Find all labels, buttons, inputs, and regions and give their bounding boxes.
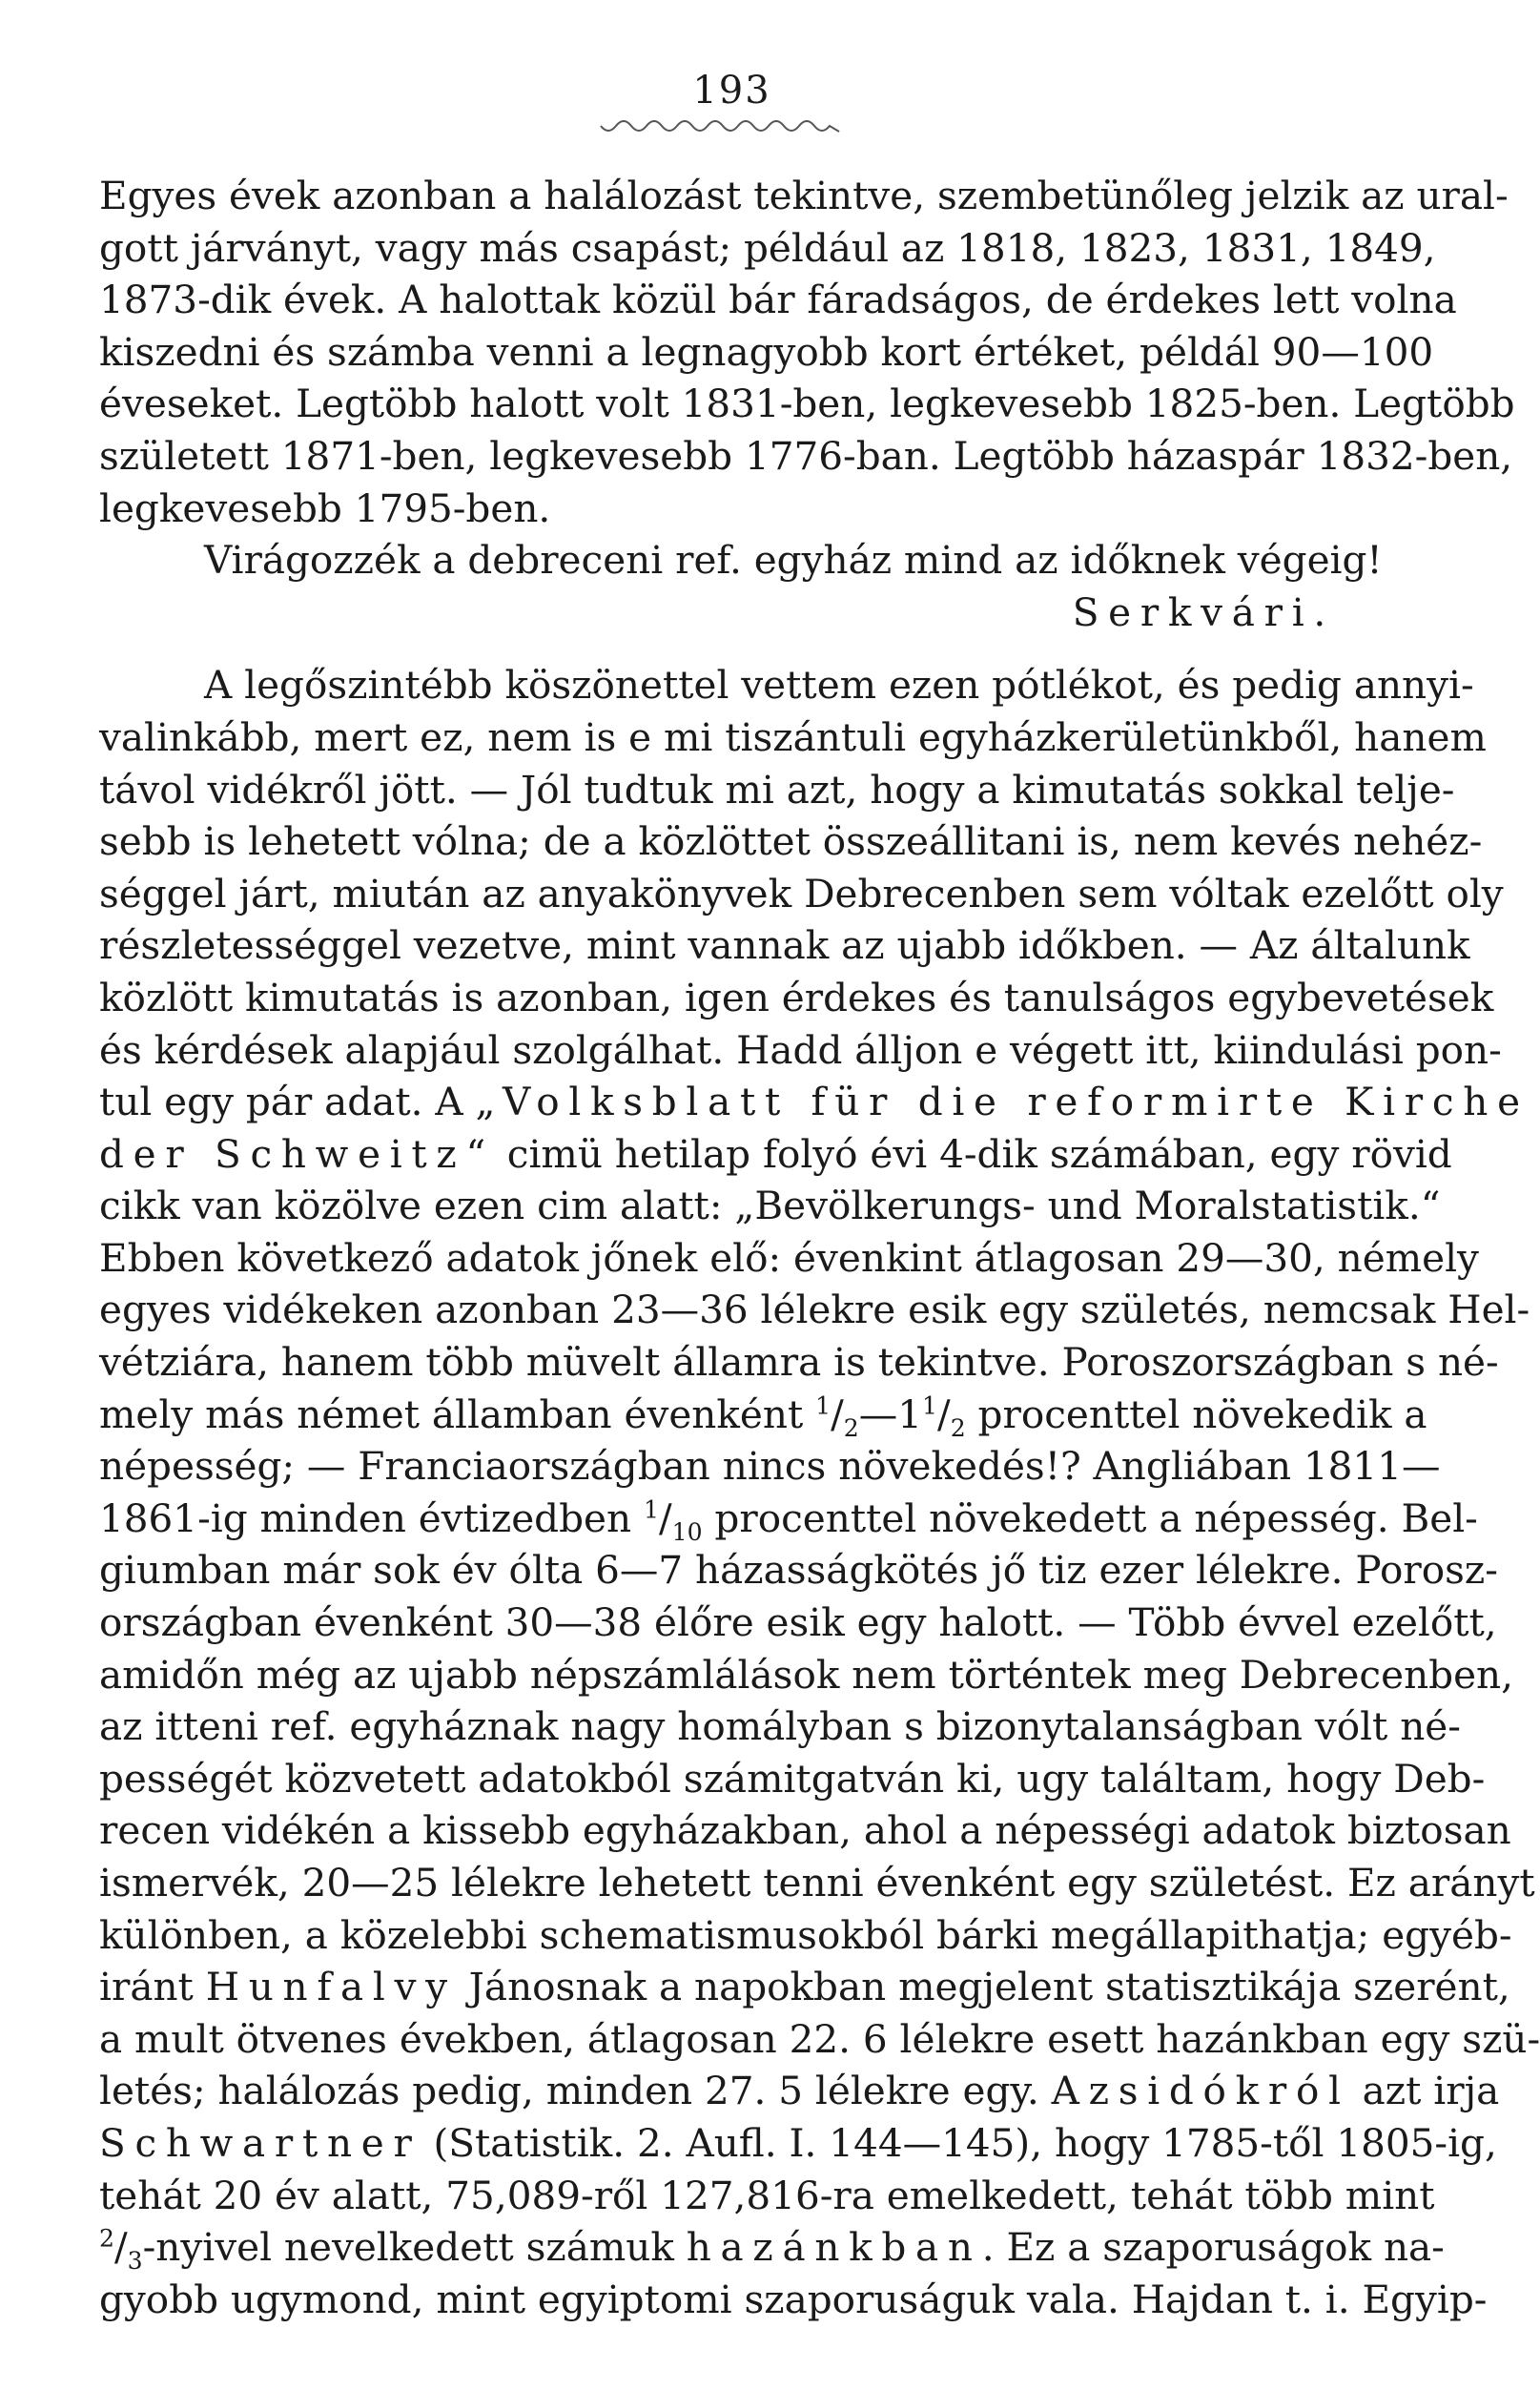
text-line (99, 1909, 1512, 1962)
text-line (99, 815, 1483, 868)
text-run: közlött kimutatás is azonban, igen érdekes és tanulságos egybevetések (99, 974, 1494, 1020)
text-line (99, 170, 1509, 222)
fraction-denominator: 2 (843, 1413, 859, 1442)
text-run: valinkább, mert ez, nem is e mi tiszántuli egyházkerületünkből, hanem (99, 713, 1487, 760)
text-line (99, 1128, 1452, 1181)
text-run: ismervék, 20—25 lélekre lehetett tenni évenként egy születést. Ez arányt (99, 1860, 1535, 1906)
text-line (99, 2274, 1488, 2326)
text-line (99, 483, 1348, 535)
text-run: Egyes évek azonban a halálozást tekintve, szembetünőleg jelzik az ural- (99, 173, 1509, 218)
text-line (99, 1544, 1498, 1597)
text-line (99, 274, 1457, 326)
text-run: távol vidékről jött. — Jól tudtuk mi azt, hogy a kimutatás sokkal telje- (99, 766, 1455, 813)
text-run: pességét közvetett adatokból számitgatván ki, ugy találtam, hogy Deb- (99, 1755, 1486, 1802)
text-line (99, 1804, 1511, 1857)
text-line (99, 1389, 1427, 1442)
text-run: . Ez a szaporuságok na- (981, 2224, 1445, 2271)
text-run: és kérdések alapjául szolgálhat. Hadd álljon e végett itt, kiindulási pon- (99, 1026, 1502, 1073)
text-line (99, 1284, 1530, 1336)
text-run: a mult ötvenes években, átlagosan 22. 6 lélekre esett hazánkban egy szü- (99, 2015, 1540, 2062)
text-run: gyobb ugymond, mint egyiptomi szaporuságuk vala. Hajdan t. i. Egyip- (99, 2276, 1488, 2322)
text-line (99, 1024, 1502, 1077)
text-run: gott járványt, vagy más csapást; például az 1818, 1823, 1831, 1849, (99, 224, 1436, 271)
text-line (99, 1753, 1486, 1805)
text-run: tehát 20 év alatt, 75,089-ről 127,816-ra emelkedett, tehát több mint (99, 2172, 1435, 2218)
text-run: legkevesebb 1795-ben. (99, 484, 551, 531)
text-run: procenttel növekedik a (965, 1391, 1427, 1437)
text-line (99, 1649, 1514, 1701)
text-run: vétziára, hanem több müvelt államra is tekintve. Poroszországban s né- (99, 1339, 1499, 1386)
text-line (99, 430, 1513, 483)
text-line (99, 2117, 1497, 2170)
text-line (99, 1336, 1499, 1389)
text-run: éveseket. Legtöbb halott volt 1831-ben, legkevesebb 1825-ben. Legtöbb (99, 381, 1515, 427)
text-run: —1 (858, 1391, 923, 1437)
text-line (99, 1700, 1461, 1753)
text-line (99, 972, 1494, 1024)
text-line (99, 1597, 1497, 1649)
text-line (99, 2013, 1540, 2066)
spaced-emphasis: Hunfalvy (205, 1964, 457, 2010)
fraction-denominator: 10 (671, 1517, 703, 1546)
text-run: azt irja (1349, 2068, 1500, 2114)
text-line (99, 659, 1474, 711)
fraction-denominator: 2 (950, 1413, 966, 1442)
text-run: / (831, 1391, 844, 1437)
text-line (99, 919, 1470, 972)
text-line (99, 534, 1383, 587)
fraction-denominator: 3 (127, 2247, 143, 2276)
spaced-emphasis: Azsidókról (1051, 2068, 1350, 2114)
page-number-underline-ornament (601, 120, 839, 139)
text-run: letés; halálozás pedig, minden 27. 5 lélekre egy. (99, 2068, 1052, 2114)
text-line (99, 326, 1434, 379)
text-run: kiszedni és számba venni a legnagyobb kort értéket, példál 90—100 (99, 328, 1434, 375)
text-line (99, 868, 1504, 920)
body-text (99, 170, 1540, 2325)
text-line (99, 1232, 1479, 1285)
text-line (99, 1076, 1530, 1128)
text-run: országban évenként 30—38 élőre esik egy halott. — Több évvel ezelőtt, (99, 1599, 1497, 1646)
text-run: Virágozzék a debreceni ref. egyház mind az időknek végeig! (204, 537, 1383, 584)
text-line (99, 711, 1487, 764)
text-line (99, 1857, 1535, 1909)
text-run: / (113, 2224, 128, 2271)
text-run: procenttel növekedett a népesség. Bel- (702, 1494, 1478, 1541)
text-run: az itteni ref. egyháznak nagy homályban s bizonytalanságban vólt né- (99, 1703, 1461, 1750)
fraction-numerator: 1 (922, 1391, 938, 1420)
text-run: (Statistik. 2. Aufl. I. 144—145), hogy 1785-től 1805-ig, (421, 2119, 1497, 2166)
text-run: 1873-dik évek. A halottak közül bár fáradságos, de érdekes lett volna (99, 277, 1457, 323)
fraction-numerator: 1 (815, 1391, 832, 1420)
text-run: született 1871-ben, legkevesebb 1776-ban. Legtöbb házaspár 1832-ben, (99, 432, 1513, 479)
text-run: / (658, 1494, 672, 1541)
text-run: részletességgel vezetve, mint vannak az ujabb időkben. — Az általunk (99, 922, 1470, 969)
text-run: 1861-ig minden évtizedben (99, 1494, 644, 1541)
text-run: népesség; — Franciaországban nincs növekedés!? Angliában 1811— (99, 1443, 1441, 1490)
text-run: giumban már sok év ólta 6—7 házasságkötés jő tiz ezer lélekre. Porosz- (99, 1547, 1498, 1594)
text-line (99, 222, 1436, 275)
page-number: 193 (692, 69, 771, 113)
text-line (99, 2065, 1500, 2117)
text-run: mely más német államban évenként (99, 1391, 816, 1437)
text-line (99, 378, 1515, 430)
text-run: amidőn még az ujabb népszámlálások nem történtek meg Debrecenben, (99, 1651, 1514, 1698)
text-run: cikk van közölve ezen cim alatt: „Bevölkerungs- und Moralstatistik.“ (99, 1183, 1441, 1229)
text-run: sebb is lehetett vólna; de a közlöttet összeállitani is, nem kevés nehéz- (99, 818, 1483, 865)
text-line (99, 2221, 1445, 2276)
author-signature: Serkvári. (1072, 588, 1335, 635)
text-run: tul egy pár adat. A (99, 1079, 476, 1125)
spaced-emphasis: der Schweitz“ (99, 1130, 495, 1177)
text-line (99, 764, 1455, 816)
fraction-numerator: 1 (643, 1495, 659, 1524)
spaced-emphasis: „Volksblatt für die reformirte Kirche (475, 1079, 1530, 1125)
text-line (99, 1493, 1478, 1546)
text-line (99, 2170, 1435, 2222)
text-run: séggel járt, miután az anyakönyvek Debrecenben sem vóltak ezelőtt oly (99, 870, 1504, 917)
text-line (99, 1961, 1510, 2013)
text-run: iránt (99, 1964, 206, 2010)
text-run: cimü hetilap folyó évi 4-dik számában, egy rövid (494, 1130, 1452, 1177)
text-run: -nyivel nevelkedett számuk (142, 2224, 687, 2271)
text-run: recen vidékén a kissebb egyházakban, ahol a népességi adatok biztosan (99, 1807, 1511, 1854)
text-line (99, 1440, 1441, 1493)
spaced-emphasis: Schwartner (99, 2119, 421, 2166)
text-run: különben, a közelebbi schematismusokból bárki megállapithatja; egyéb- (99, 1911, 1512, 1958)
text-run: Jánosnak a napokban megjelent statisztikája szerént, (456, 1964, 1510, 2010)
text-line (99, 1180, 1441, 1232)
spaced-emphasis: hazánkban (686, 2224, 982, 2271)
text-run: Ebben következő adatok jőnek elő: évenkint átlagosan 29—30, némely (99, 1234, 1479, 1281)
text-run: A legőszintébb köszönettel vettem ezen pótlékot, és pedig annyi- (204, 662, 1474, 709)
fraction-numerator: 2 (99, 2224, 114, 2253)
text-run: egyes vidékeken azonban 23—36 lélekre esik egy születés, nemcsak Hel- (99, 1287, 1530, 1333)
text-run: / (937, 1391, 951, 1437)
